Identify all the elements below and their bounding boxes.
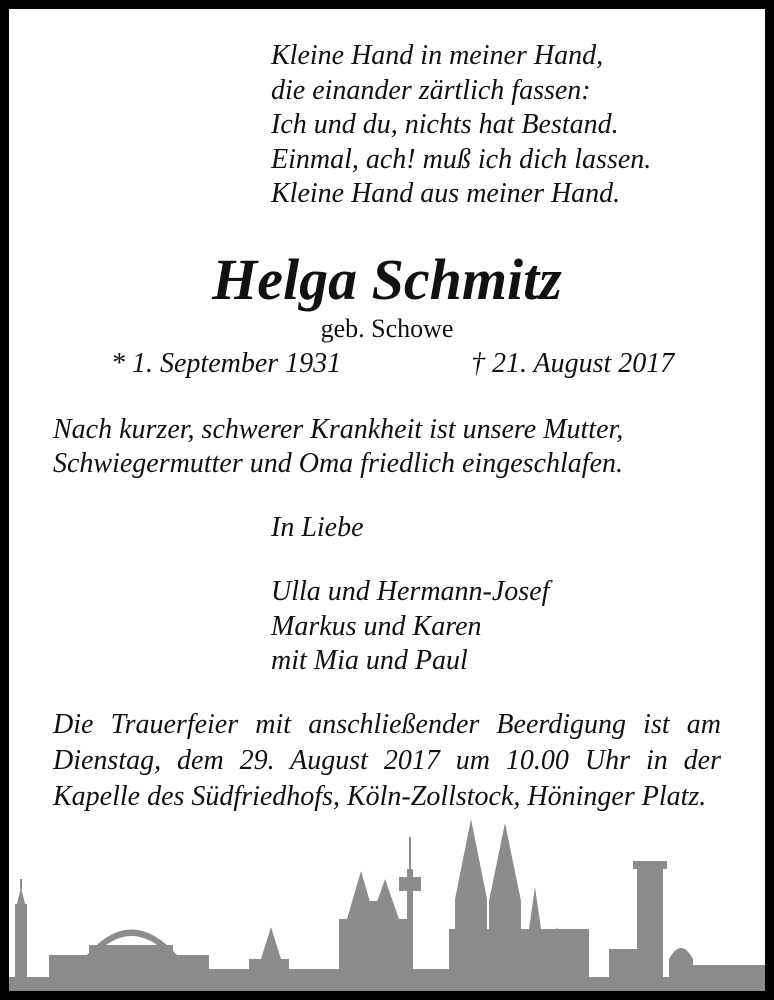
- poem-line: die einander zärtlich fassen:: [271, 74, 591, 106]
- deceased-name: Helga Schmitz: [212, 247, 562, 312]
- cologne-skyline-illustration: [9, 809, 765, 991]
- family-signatures: [271, 575, 549, 679]
- death-date: † 21. August 2017: [471, 348, 675, 379]
- family-line: Ulla und Hermann-Josef: [271, 576, 550, 607]
- death-notice: [53, 413, 733, 481]
- closing-text: In Liebe: [271, 512, 364, 543]
- poem-line: Ich und du, nichts hat Bestand.: [271, 109, 619, 140]
- birth-date: * 1. September 1931: [111, 348, 342, 379]
- funeral-details: Die Trauerfeier mit anschließender Beerdigung ist am Dienstag, dem 29. August 2017 um 10.00 Uhr in der Kapelle des Südfriedhofs, Köln-Zollstock, Höninger Platz.: [53, 709, 721, 812]
- poem: [271, 39, 651, 212]
- notice-line: Nach kurzer, schwerer Krankheit ist unsere Mutter,: [53, 414, 624, 445]
- notice-line: Schwiegermutter und Oma friedlich eingeschlafen.: [53, 448, 623, 479]
- poem-line: Einmal, ach! muß ich dich lassen.: [271, 143, 652, 175]
- poem-line: Kleine Hand aus meiner Hand.: [271, 178, 621, 209]
- maiden-name: geb. Schowe: [320, 314, 454, 343]
- poem-line: Kleine Hand in meiner Hand,: [271, 40, 604, 71]
- family-line: Markus und Karen: [271, 610, 482, 642]
- family-line: mit Mia und Paul: [271, 645, 468, 676]
